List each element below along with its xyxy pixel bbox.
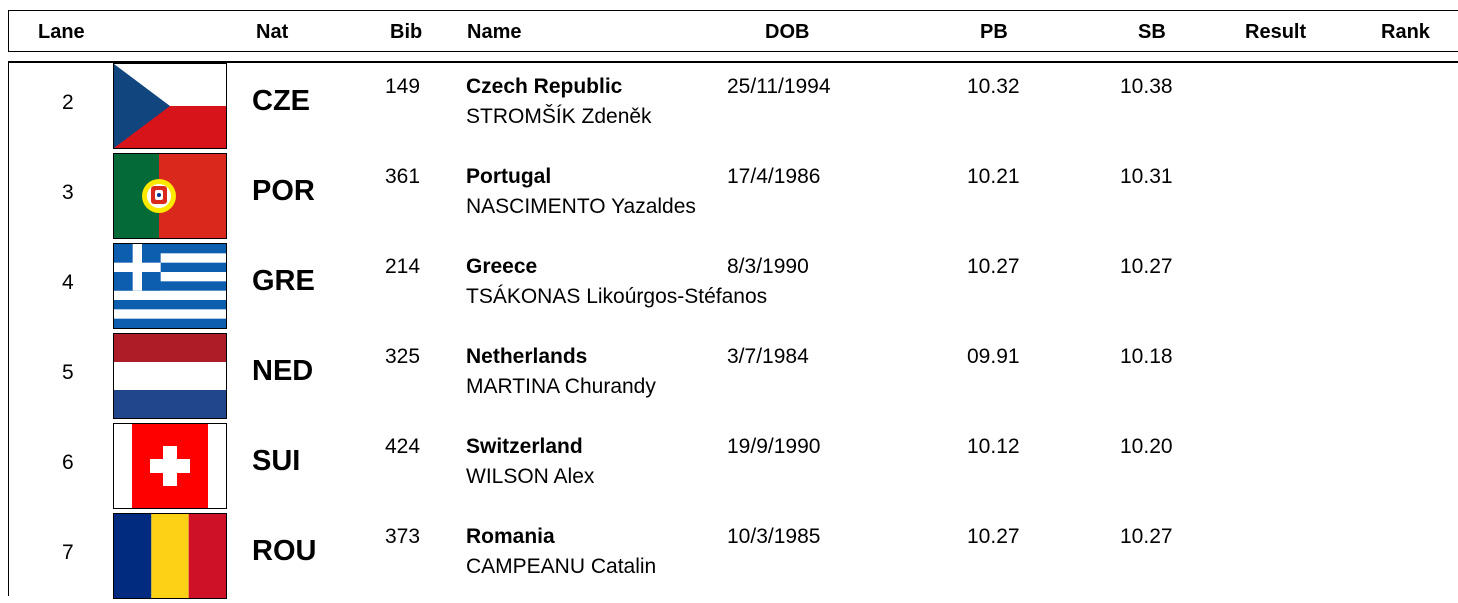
header-nat: Nat: [256, 21, 289, 43]
athlete-name: TSÁKONAS Likoúrgos-Stéfanos: [466, 285, 768, 308]
lane-number: 6: [62, 451, 74, 474]
season-best: 10.18: [1120, 345, 1173, 368]
table-row: [0, 243, 1458, 333]
header-rank: Rank: [1381, 21, 1430, 43]
nation-code: NED: [252, 355, 314, 387]
country-name: Switzerland: [466, 435, 583, 458]
bib-number: 325: [385, 345, 421, 368]
personal-best: 10.21: [967, 165, 1020, 188]
lane-number: 7: [62, 541, 74, 564]
romania-flag-icon: [113, 513, 227, 599]
date-of-birth: 8/3/1990: [727, 255, 809, 278]
netherlands-flag-icon: [113, 333, 227, 419]
athlete-name: MARTINA Churandy: [466, 375, 656, 398]
lane-number: 3: [62, 181, 74, 204]
header-result: Result: [1245, 21, 1307, 43]
nation-code: SUI: [252, 445, 301, 477]
header-name: Name: [467, 21, 522, 43]
header-bib: Bib: [390, 21, 423, 43]
table-row: [0, 423, 1458, 513]
header-lane: Lane: [38, 21, 85, 43]
header-dob: DOB: [765, 21, 810, 43]
greece-flag-icon: [113, 243, 227, 329]
nation-code: CZE: [252, 85, 310, 117]
nation-code: ROU: [252, 535, 317, 567]
portugal-flag-icon: [113, 153, 227, 239]
table-row: [0, 153, 1458, 243]
table-row: [0, 333, 1458, 423]
athlete-name: WILSON Alex: [466, 465, 595, 488]
bib-number: 361: [385, 165, 421, 188]
bib-number: 214: [385, 255, 421, 278]
switzerland-flag-icon: [113, 423, 227, 509]
date-of-birth: 3/7/1984: [727, 345, 809, 368]
table-row: [0, 513, 1458, 603]
czech-flag-icon: [113, 63, 227, 149]
country-name: Romania: [466, 525, 555, 548]
personal-best: 10.27: [967, 255, 1020, 278]
season-best: 10.20: [1120, 435, 1173, 458]
date-of-birth: 17/4/1986: [727, 165, 821, 188]
table-row: [0, 63, 1458, 153]
athlete-name: NASCIMENTO Yazaldes: [466, 195, 696, 218]
personal-best: 10.32: [967, 75, 1020, 98]
season-best: 10.27: [1120, 525, 1173, 548]
date-of-birth: 25/11/1994: [727, 75, 831, 98]
personal-best: 10.27: [967, 525, 1020, 548]
lane-number: 4: [62, 271, 74, 294]
country-name: Greece: [466, 255, 538, 278]
country-name: Netherlands: [466, 345, 588, 368]
lane-number: 5: [62, 361, 74, 384]
lane-number: 2: [62, 91, 74, 114]
country-name: Czech Republic: [466, 75, 623, 98]
country-name: Portugal: [466, 165, 552, 188]
athlete-name: STROMŠÍK Zdeněk: [466, 105, 652, 128]
header-pb: PB: [980, 21, 1008, 43]
bib-number: 424: [385, 435, 421, 458]
athlete-name: CAMPEANU Catalin: [466, 555, 657, 578]
table-header: [8, 10, 1458, 52]
personal-best: 09.91: [967, 345, 1020, 368]
season-best: 10.31: [1120, 165, 1173, 188]
nation-code: GRE: [252, 265, 315, 297]
date-of-birth: 10/3/1985: [727, 525, 821, 548]
bib-number: 149: [385, 75, 421, 98]
personal-best: 10.12: [967, 435, 1020, 458]
date-of-birth: 19/9/1990: [727, 435, 821, 458]
nation-code: POR: [252, 175, 315, 207]
header-sb: SB: [1138, 21, 1166, 43]
season-best: 10.27: [1120, 255, 1173, 278]
season-best: 10.38: [1120, 75, 1173, 98]
bib-number: 373: [385, 525, 421, 548]
